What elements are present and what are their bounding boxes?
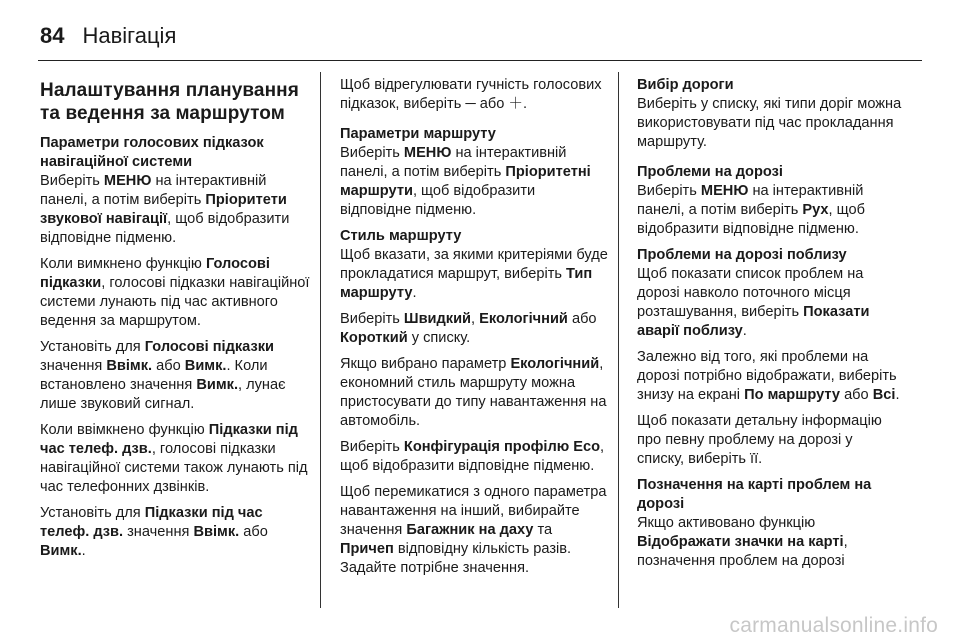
section-title: Налаштування планування та ведення за маршрутом xyxy=(40,80,299,124)
paragraph: Виберіть МЕНЮ на інтерактивній панелі, а потім виберіть Рух, щоб відобразити відповідне підменю. xyxy=(637,183,865,237)
paragraph: Щоб показати список проблем на дорозі навколо поточного місця розташування, виберіть Показати аварії поблизу. xyxy=(637,266,870,339)
header-divider xyxy=(38,60,922,61)
page-title: Навігація xyxy=(82,23,177,48)
paragraph: Виберіть у списку, які типи доріг можна використовувати під час прокладання маршруту. xyxy=(637,96,902,150)
paragraph: Щоб вказати, за якими критеріями буде прокладатися маршрут, виберіть Тип маршруту. xyxy=(340,247,608,301)
paragraph: Виберіть Швидкий, Екологічний або Короткий у списку. xyxy=(340,311,597,346)
column-1 xyxy=(40,79,312,568)
subsection-heading: Проблеми на дорозі поблизу xyxy=(637,247,847,263)
paragraph: Коли ввімкнено функцію Підказки під час телеф. дзв., голосові підказки навігаційної системи також лунають під час телефонних дзвінків. xyxy=(40,422,308,495)
subsection-heading: Параметри голосових підказок навігаційної системи xyxy=(40,135,264,170)
column-divider xyxy=(618,72,619,608)
page-header xyxy=(40,16,176,56)
paragraph: Установіть для Голосові підказки значення Ввімк. або Вимк.. Коли встановлено значення Вимк., лунає лише звуковий сигнал. xyxy=(40,339,286,412)
paragraph: Виберіть Конфігурація профілю Eco, щоб відобразити відповідне підменю. xyxy=(340,439,605,474)
paragraph: Щоб відрегулювати гучність голосових підказок, виберіть ─ або ＋. xyxy=(340,77,602,112)
subsection-heading: Параметри маршруту xyxy=(340,126,496,142)
paragraph: Виберіть МЕНЮ на інтерактивній панелі, а потім виберіть Пріоритети звукової навігації, щоб відобразити відповідне підменю. xyxy=(40,173,290,246)
subsection-heading: Позначення на карті проблем на дорозі xyxy=(637,477,872,512)
paragraph: Якщо вибрано параметр Екологічний, економний стиль маршруту можна пристосувати до типу навантаження на автомобіль. xyxy=(340,356,607,429)
watermark: carmanualsonline.info xyxy=(729,614,938,637)
paragraph: Щоб перемикатися з одного параметра навантаження на інший, вибирайте значення Багажник на даху та Причеп відповідну кількість разів. Задайте потрібне значення. xyxy=(340,484,607,576)
subsection-heading: Проблеми на дорозі xyxy=(637,164,783,180)
column-3 xyxy=(637,76,903,571)
page-number: 84 xyxy=(40,23,65,48)
paragraph: Установіть для Підказки під час телеф. дзв. значення Ввімк. або Вимк.. xyxy=(40,505,268,559)
column-2 xyxy=(340,76,608,585)
paragraph: Виберіть МЕНЮ на інтерактивній панелі, а потім виберіть Пріоритетні маршрути, щоб відобразити відповідне підменю. xyxy=(340,145,591,218)
paragraph: Якщо активовано функцію Відображати значки на карті, позначення проблем на дорозі xyxy=(637,515,848,569)
paragraph: Щоб показати детальну інформацію про певну проблему на дорозі у списку, виберіть її. xyxy=(637,413,882,467)
subsection-heading: Стиль маршруту xyxy=(340,228,462,244)
column-divider xyxy=(320,72,321,608)
paragraph: Коли вимкнено функцію Голосові підказки, голосові підказки навігаційної системи лунають під час активного ведення за маршрутом. xyxy=(40,256,310,329)
paragraph: Залежно від того, які проблеми на дорозі потрібно відображати, виберіть знизу на екрані По маршруту або Всі. xyxy=(637,349,900,403)
subsection-heading: Вибір дороги xyxy=(637,77,734,93)
